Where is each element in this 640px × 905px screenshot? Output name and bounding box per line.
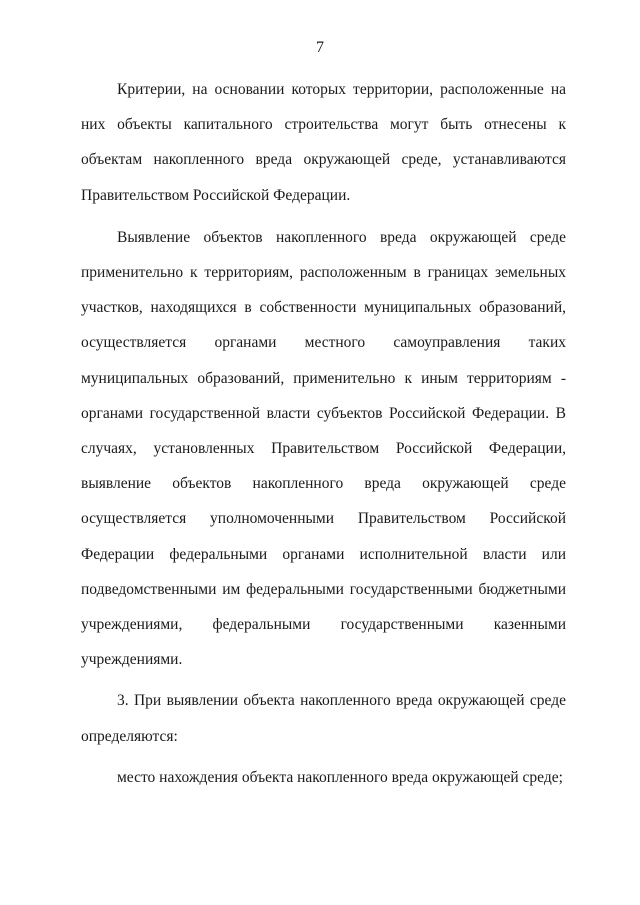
paragraph-location: место нахождения объекта накопленного вреда окружающей среде; [117, 768, 563, 786]
paragraph-identification: Выявление объектов накопленного вреда окружающей среде применительно к территориям, расположенным в границах земельных участков, находящихся в собственности муниципальных образований, осуществляется органами местного самоуправления таких муниципальных образований, применительно к иным территориям - органами государственной власти субъектов Российской Федерации. В случаях, установленных Правительством Российской Федерации, выявление объектов накопленного вреда окружающей среде осуществляется уполномоченными Правительством Российской Федерации федеральными органами исполнительной власти или подведомственными им федеральными государственными бюджетными учреждениями, федеральными государственными казенными учреждениями. [81, 228, 566, 669]
paragraph-item-3: 3. При выявлении объекта накопленного вреда окружающей среде определяются: [81, 692, 566, 745]
page-number: 7 [316, 39, 324, 56]
document-body [81, 72, 566, 795]
paragraph-criteria: Критерии, на основании которых территории, расположенные на них объекты капитального строительства могут быть отнесены к объектам накопленного вреда окружающей среде, устанавливаются Правительством Российской Федерации. [81, 81, 566, 204]
